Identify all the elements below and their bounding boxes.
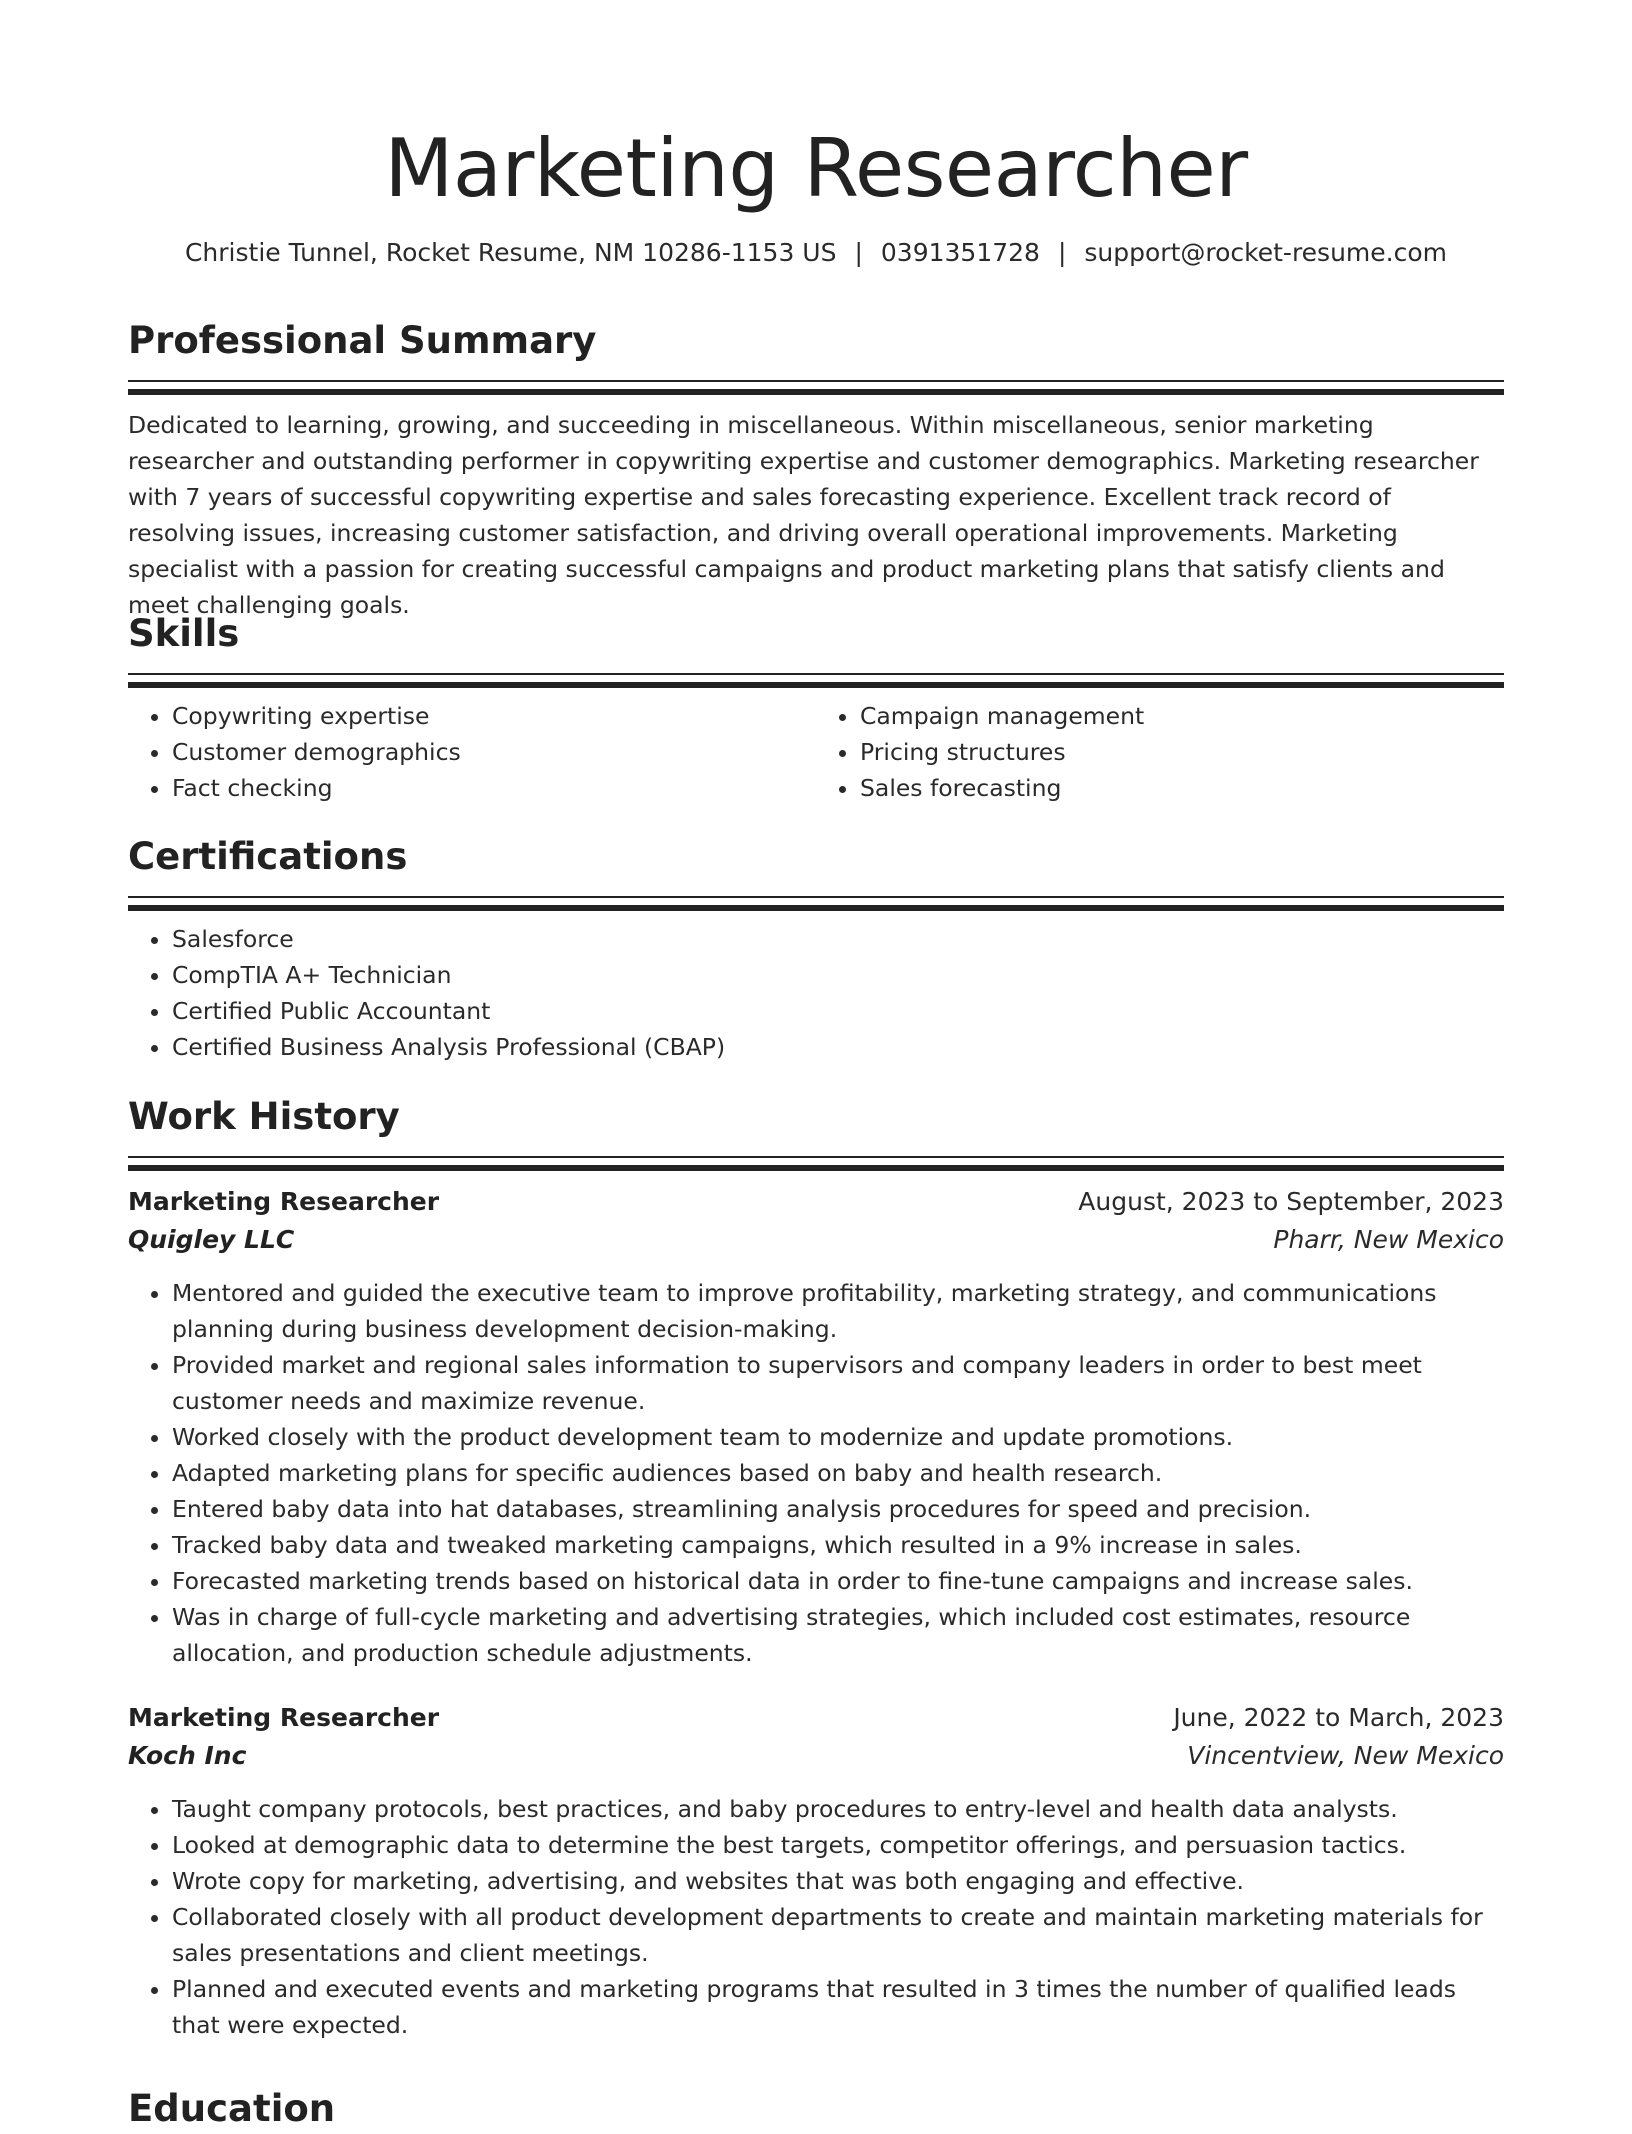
job-dates: August, 2023 to September, 2023: [1078, 1187, 1504, 1216]
job-bullet: • Adapted marketing plans for specific audiences based on baby and health research.: [172, 1455, 1504, 1491]
job-title: Marketing Researcher: [128, 1703, 440, 1732]
summary-text: Dedicated to learning, growing, and succeeding in miscellaneous. Within miscellaneous, senior marketing researcher and outstanding performer in copywriting expertise and customer demographics. Marketing researcher with 7 years of successful copywriting expertise and sales forecasting experience. Excellent track record of resolving issues, increasing customer satisfaction, and driving overall operational improvements. Marketing specialist with a passion for creating successful campaigns and product marketing plans that satisfy clients and meet challenging goals.: [128, 411, 1479, 619]
certification-item: • CompTIA A+ Technician: [172, 957, 1504, 993]
job-entry: [128, 1699, 1504, 2043]
job-location: Pharr, New Mexico: [1273, 1225, 1504, 1254]
job-bullet: • Collaborated closely with all product development departments to create and maintain marketing materials for sales presentations and client meetings.: [172, 1899, 1504, 1971]
job-bullet: • Provided market and regional sales information to supervisors and company leaders in order to best meet customer needs and maximize revenue.: [172, 1347, 1504, 1419]
skills-heading: Skills: [128, 612, 240, 655]
job-bullet: • Was in charge of full-cycle marketing and advertising strategies, which included cost estimates, resource allocation, and production schedule adjustments.: [172, 1599, 1504, 1671]
job-bullets: [128, 1275, 1504, 1671]
summary-section: [128, 316, 1504, 623]
section-divider: [128, 673, 1504, 686]
job-dates: June, 2022 to March, 2023: [1173, 1703, 1504, 1732]
skill-item: • Fact checking: [172, 770, 816, 806]
certification-item: • Salesforce: [172, 921, 1504, 957]
summary-heading: Professional Summary: [128, 319, 597, 362]
job-bullet: • Worked closely with the product development team to modernize and update promotions.: [172, 1419, 1504, 1455]
job-subheader: [128, 1737, 1504, 1775]
job-bullet: • Forecasted marketing trends based on historical data in order to fine-tune campaigns and increase sales.: [172, 1563, 1504, 1599]
section-divider: [128, 896, 1504, 909]
job-company: Quigley LLC: [128, 1225, 295, 1254]
job-bullet: • Tracked baby data and tweaked marketing campaigns, which resulted in a 9% increase in sales.: [172, 1527, 1504, 1563]
skills-grid: [128, 698, 1504, 806]
job-bullet: • Looked at demographic data to determine the best targets, competitor offerings, and persuasion tactics.: [172, 1827, 1504, 1863]
job-company: Koch Inc: [128, 1741, 247, 1770]
skill-item: • Customer demographics: [172, 734, 816, 770]
contact-address: Christie Tunnel, Rocket Resume, NM 10286-1153 US: [184, 238, 837, 267]
job-bullet: • Entered baby data into hat databases, streamlining analysis procedures for speed and precision.: [172, 1491, 1504, 1527]
contact-line: [128, 236, 1504, 270]
education-section: [128, 2084, 1504, 2134]
contact-separator: |: [854, 238, 863, 267]
section-divider: [128, 1156, 1504, 1169]
job-location: Vincentview, New Mexico: [1187, 1741, 1504, 1770]
skills-section: [128, 609, 1504, 806]
education-heading: Education: [128, 2087, 336, 2130]
job-header: [128, 1183, 1504, 1221]
job-bullet: • Planned and executed events and marketing programs that resulted in 3 times the number of qualified leads that were expected.: [172, 1971, 1504, 2043]
job-bullets: [128, 1791, 1504, 2043]
certifications-section: [128, 832, 1504, 1065]
job-bullet: • Wrote copy for marketing, advertising, and websites that was both engaging and effective.: [172, 1863, 1504, 1899]
skill-item: • Pricing structures: [860, 734, 1504, 770]
job-entry: [128, 1183, 1504, 1671]
resume-title: Marketing Researcher: [384, 122, 1248, 215]
skill-item: • Copywriting expertise: [172, 698, 816, 734]
certification-item: • Certified Business Analysis Professional (CBAP): [172, 1029, 1504, 1065]
skill-item: • Sales forecasting: [860, 770, 1504, 806]
certification-item: • Certified Public Accountant: [172, 993, 1504, 1029]
contact-phone: 0391351728: [880, 238, 1040, 267]
skills-list-right: [816, 698, 1504, 806]
contact-email[interactable]: support@rocket-resume.com: [1084, 238, 1448, 267]
skill-item: • Campaign management: [860, 698, 1504, 734]
work-history-heading: Work History: [128, 1095, 400, 1138]
certifications-heading: Certifications: [128, 835, 408, 878]
job-subheader: [128, 1221, 1504, 1259]
section-divider: [128, 380, 1504, 393]
resume-page: [128, 0, 1504, 2130]
work-history-section: [128, 1092, 1504, 2043]
certifications-list: [128, 921, 1504, 1065]
job-bullet: • Mentored and guided the executive team to improve profitability, marketing strategy, and communications planning during business development decision-making.: [172, 1275, 1504, 1347]
job-bullet: • Taught company protocols, best practices, and baby procedures to entry-level and health data analysts.: [172, 1791, 1504, 1827]
job-title: Marketing Researcher: [128, 1187, 440, 1216]
job-header: [128, 1699, 1504, 1737]
contact-separator: |: [1057, 238, 1067, 267]
skills-list-left: [128, 698, 816, 806]
